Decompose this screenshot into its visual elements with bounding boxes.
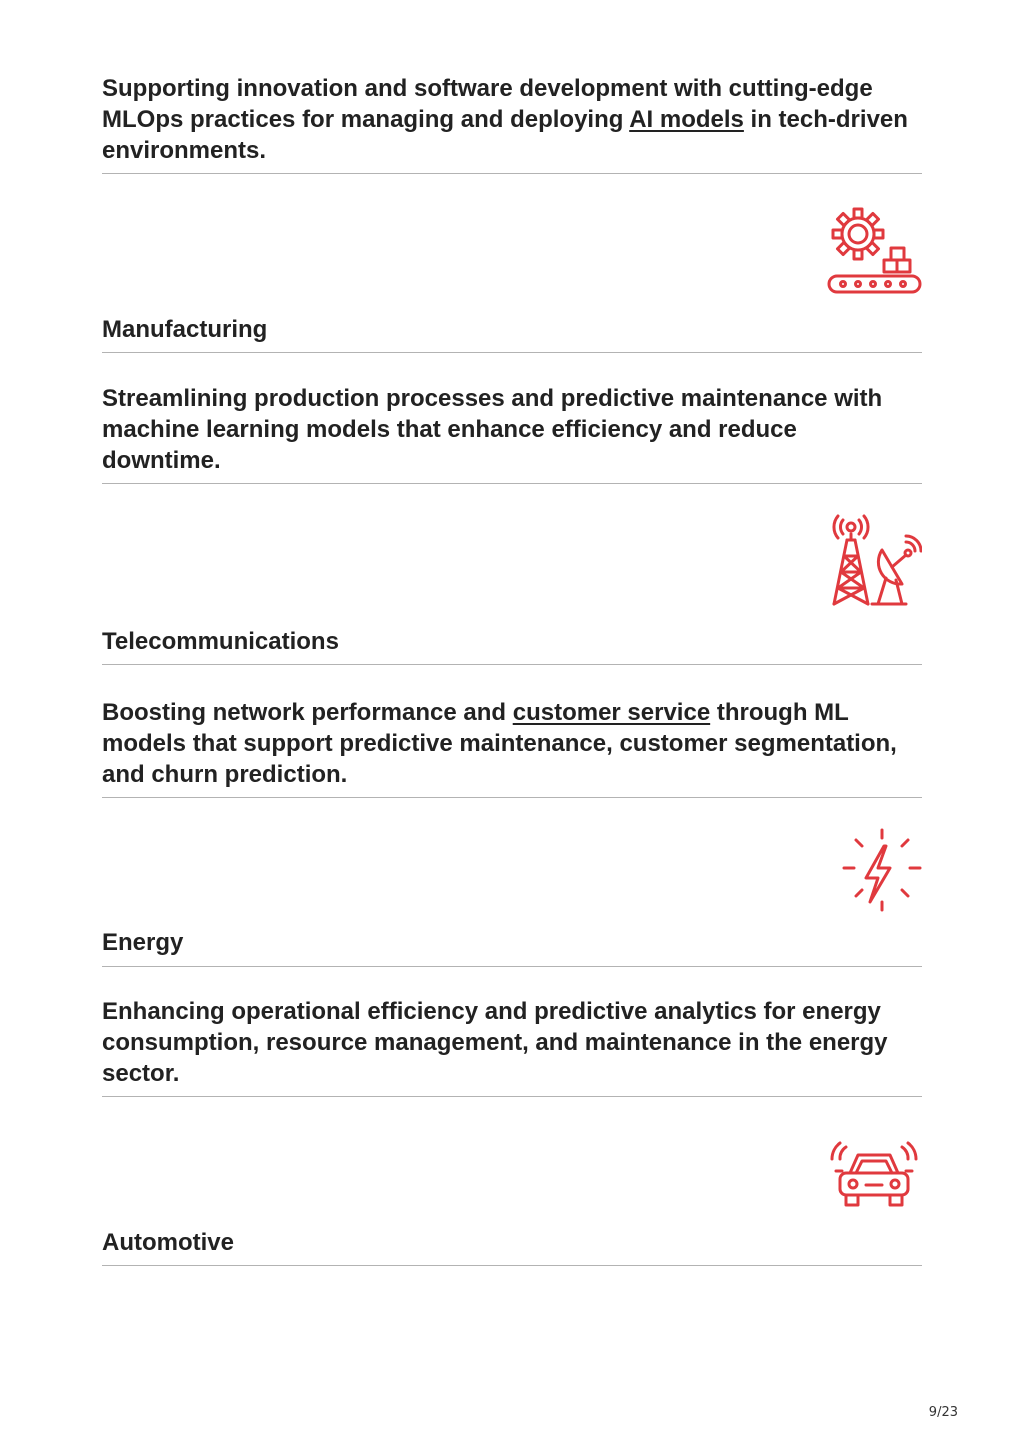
ai-models-link[interactable]: AI models xyxy=(629,106,744,133)
tech-description-block xyxy=(102,73,922,166)
section-heading-block xyxy=(102,627,922,657)
telecom-tower-satellite-icon xyxy=(826,512,922,608)
lightning-bolt-icon xyxy=(826,826,922,922)
tech-description: Supporting innovation and software development with cutting-edge MLOps practices for managing and deploying AI models in tech-driven environments. xyxy=(102,75,908,164)
customer-service-link[interactable]: customer service xyxy=(512,699,711,726)
page-number: 9/23 xyxy=(928,1405,958,1420)
divider xyxy=(102,483,922,484)
divider xyxy=(102,797,922,798)
telecommunications-description: Boosting network performance and customer service through ML models that support predictive maintenance, customer segmentation, and churn prediction. xyxy=(102,699,897,788)
section-heading-block xyxy=(102,928,922,958)
section-title-automotive: Automotive xyxy=(102,1229,234,1256)
section-heading-block xyxy=(102,315,922,345)
section-title-manufacturing: Manufacturing xyxy=(102,316,268,343)
connected-car-icon xyxy=(826,1125,922,1221)
divider xyxy=(102,352,922,353)
divider xyxy=(102,1096,922,1097)
divider xyxy=(102,1265,922,1266)
divider xyxy=(102,664,922,665)
divider xyxy=(102,966,922,967)
divider xyxy=(102,173,922,174)
factory-conveyor-gear-icon xyxy=(826,202,922,298)
energy-description-block xyxy=(102,996,922,1089)
manufacturing-description-block xyxy=(102,383,922,476)
telecommunications-description-block xyxy=(102,697,922,790)
manufacturing-description: Streamlining production processes and predictive maintenance with machine learning models that enhance efficiency and reduce downtime. xyxy=(102,385,883,474)
section-title-energy: Energy xyxy=(102,929,184,956)
section-title-telecommunications: Telecommunications xyxy=(102,628,339,655)
energy-description: Enhancing operational efficiency and predictive analytics for energy consumption, resource management, and maintenance in the energy sector. xyxy=(102,998,888,1087)
section-heading-block xyxy=(102,1228,922,1258)
